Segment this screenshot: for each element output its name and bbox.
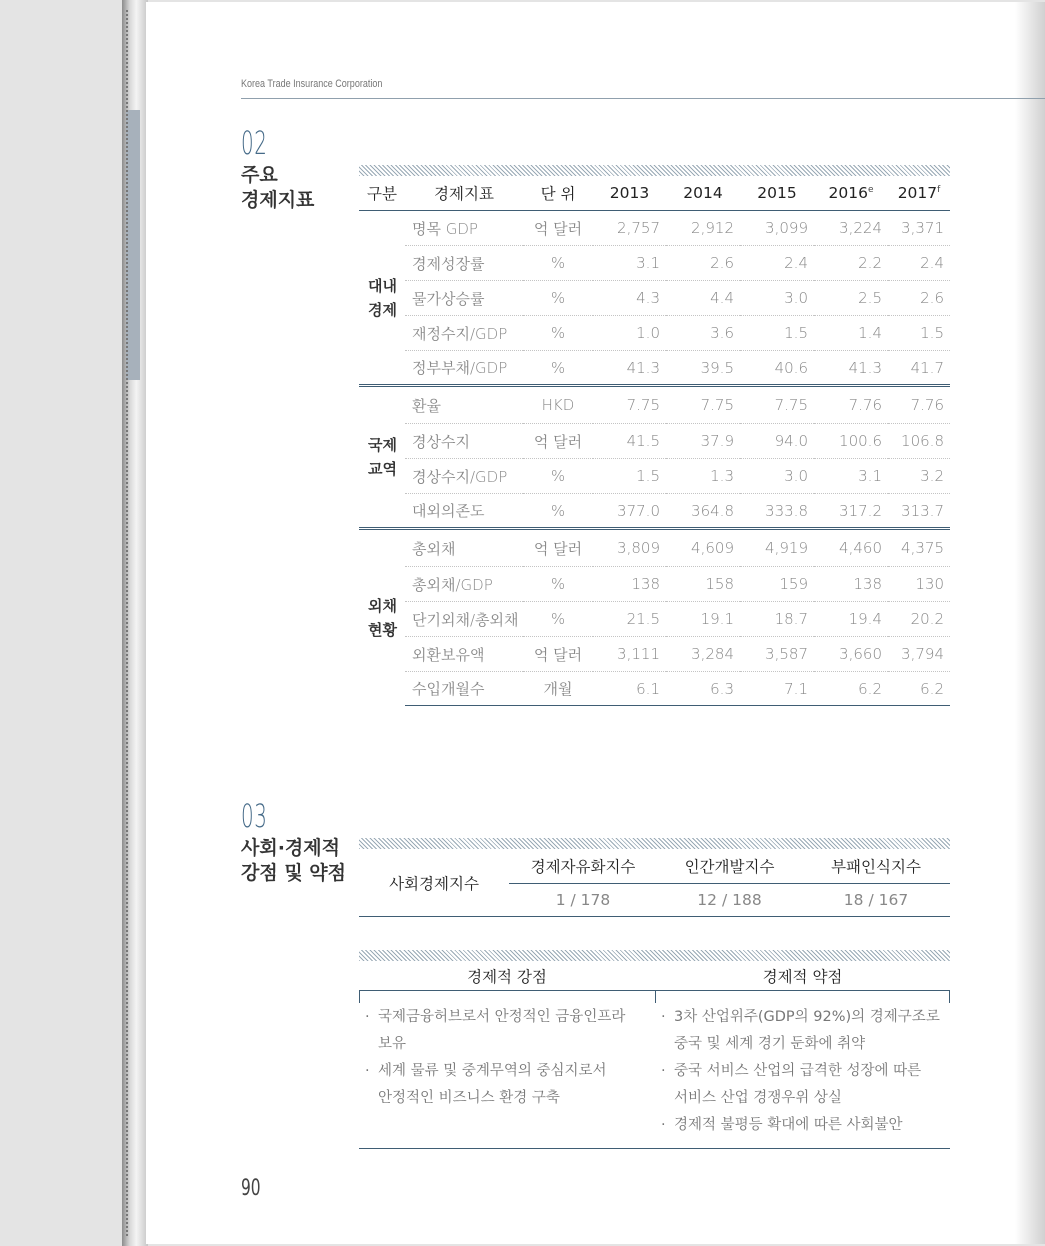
running-header: Korea Trade Insurance Corporation bbox=[241, 78, 383, 90]
indicator-value: 3,284 bbox=[666, 637, 740, 672]
table-row bbox=[359, 459, 950, 494]
sw-tick bbox=[655, 991, 656, 1003]
indicator-value: 1.0 bbox=[593, 316, 666, 351]
indicator-name: 재정수지/GDP bbox=[405, 316, 523, 351]
economic-indicators-table bbox=[359, 176, 950, 706]
indicator-value: 2.6 bbox=[888, 281, 950, 316]
estimate-mark: e bbox=[867, 184, 874, 195]
section-title bbox=[241, 836, 346, 886]
indicator-value: 6.1 bbox=[593, 672, 666, 706]
indicator-value: 100.6 bbox=[814, 424, 888, 459]
indicator-value: 3,587 bbox=[740, 637, 814, 672]
indicator-unit: % bbox=[523, 602, 593, 637]
table-row bbox=[359, 281, 950, 316]
indicator-unit: 개월 bbox=[523, 672, 593, 706]
col-header-corruption-perception: 부패인식지수 bbox=[802, 849, 950, 884]
list-item: · 3차 산업위주(GDP의 92%)의 경제구조로 중국 및 세계 경기 둔화에 취약 bbox=[658, 1004, 950, 1058]
indicator-name: 환율 bbox=[405, 386, 523, 424]
indicator-value: 94.0 bbox=[740, 424, 814, 459]
strengths-list bbox=[362, 1004, 652, 1112]
indicator-name: 경상수지 bbox=[405, 424, 523, 459]
table-hatch-bar bbox=[359, 950, 950, 961]
indicator-value: 40.6 bbox=[740, 351, 814, 386]
indicator-value: 2,757 bbox=[593, 211, 666, 246]
section-title-line: 경제지표 bbox=[241, 189, 315, 211]
economic-freedom-value: 1 / 178 bbox=[509, 884, 657, 917]
header-rule bbox=[241, 98, 1045, 99]
indicator-value: 1.4 bbox=[814, 316, 888, 351]
table-row bbox=[359, 351, 950, 386]
section-number: 03 bbox=[241, 797, 268, 835]
indicator-unit: % bbox=[523, 316, 593, 351]
indicator-value: 19.4 bbox=[814, 602, 888, 637]
indicator-value: 4.4 bbox=[666, 281, 740, 316]
col-header-year: 2014 bbox=[666, 176, 740, 211]
table-row bbox=[359, 211, 950, 246]
table-row bbox=[359, 386, 950, 424]
table-header-row bbox=[359, 176, 950, 211]
indicator-value: 6.2 bbox=[888, 672, 950, 706]
table-row bbox=[359, 637, 950, 672]
indicator-value: 377.0 bbox=[593, 494, 666, 529]
indicator-value: 3.0 bbox=[740, 459, 814, 494]
indicator-value: 39.5 bbox=[666, 351, 740, 386]
social-index-table bbox=[359, 849, 950, 917]
indicator-value: 4,919 bbox=[740, 529, 814, 567]
col-header-year: 2015 bbox=[740, 176, 814, 211]
indicator-value: 130 bbox=[888, 567, 950, 602]
col-header-year: 2013 bbox=[593, 176, 666, 211]
table-row bbox=[359, 672, 950, 706]
weaknesses-list bbox=[658, 1004, 950, 1139]
indicator-value: 1.5 bbox=[740, 316, 814, 351]
indicator-value: 1.3 bbox=[666, 459, 740, 494]
indicator-value: 41.5 bbox=[593, 424, 666, 459]
indicator-unit: HKD bbox=[523, 386, 593, 424]
indicator-name: 경상수지/GDP bbox=[405, 459, 523, 494]
list-item: · 국제금융허브로서 안정적인 금융인프라 보유 bbox=[362, 1004, 652, 1058]
table-row bbox=[359, 602, 950, 637]
sw-bottom-rule bbox=[359, 1148, 950, 1149]
weaknesses-title: 경제적 약점 bbox=[762, 968, 843, 986]
indicator-value: 18.7 bbox=[740, 602, 814, 637]
table-row bbox=[359, 246, 950, 281]
list-item: · 경제적 불평등 확대에 따른 사회불안 bbox=[658, 1112, 950, 1139]
indicator-value: 317.2 bbox=[814, 494, 888, 529]
col-header-indicator: 경제지표 bbox=[405, 176, 523, 211]
indicator-value: 21.5 bbox=[593, 602, 666, 637]
indicator-value: 364.8 bbox=[666, 494, 740, 529]
indicator-value: 3.0 bbox=[740, 281, 814, 316]
corruption-perception-value: 18 / 167 bbox=[802, 884, 950, 917]
indicator-value: 138 bbox=[593, 567, 666, 602]
indicator-unit: % bbox=[523, 246, 593, 281]
col-header-category: 구분 bbox=[359, 176, 405, 211]
indicator-value: 106.8 bbox=[888, 424, 950, 459]
indicator-value: 4.3 bbox=[593, 281, 666, 316]
indicator-value: 2.6 bbox=[666, 246, 740, 281]
page-number: 90 bbox=[241, 1176, 261, 1201]
indicator-value: 159 bbox=[740, 567, 814, 602]
indicator-value: 3,111 bbox=[593, 637, 666, 672]
indicator-unit: 억 달러 bbox=[523, 424, 593, 459]
section-title bbox=[241, 163, 314, 213]
sw-tick bbox=[949, 991, 950, 1003]
indicator-value: 333.8 bbox=[740, 494, 814, 529]
indicator-unit: 억 달러 bbox=[523, 637, 593, 672]
indicator-value: 4,609 bbox=[666, 529, 740, 567]
indicator-value: 6.3 bbox=[666, 672, 740, 706]
page-curl-shadow bbox=[1015, 2, 1045, 1244]
indicator-value: 2,912 bbox=[666, 211, 740, 246]
col-header-year: 2016e bbox=[814, 176, 888, 211]
indicator-value: 6.2 bbox=[814, 672, 888, 706]
indicator-unit: % bbox=[523, 567, 593, 602]
table-hatch-bar bbox=[359, 838, 950, 849]
indicator-value: 3.2 bbox=[888, 459, 950, 494]
indicator-unit: % bbox=[523, 351, 593, 386]
col-header-year: 2017$^f$ bbox=[888, 176, 950, 211]
table-row bbox=[359, 316, 950, 351]
indicator-value: 138 bbox=[814, 567, 888, 602]
indicator-value: 3.1 bbox=[814, 459, 888, 494]
indicator-value: 19.1 bbox=[666, 602, 740, 637]
table-row bbox=[359, 494, 950, 529]
indicator-value: 3,224 bbox=[814, 211, 888, 246]
table-row bbox=[359, 567, 950, 602]
indicator-value: 41.3 bbox=[593, 351, 666, 386]
indicator-name: 대외의존도 bbox=[405, 494, 523, 529]
binding-stitch bbox=[126, 10, 128, 1236]
indicator-value: 3,794 bbox=[888, 637, 950, 672]
row-header-social-index: 사회경제지수 bbox=[359, 849, 509, 917]
book-binding bbox=[122, 0, 148, 1246]
indicator-unit: 억 달러 bbox=[523, 211, 593, 246]
col-header-human-development: 인간개발지수 bbox=[657, 849, 802, 884]
indicator-value: 4,375 bbox=[888, 529, 950, 567]
indicator-value: 37.9 bbox=[666, 424, 740, 459]
row-group-label: 국제 교역 bbox=[359, 386, 405, 529]
section-title-line: 강점 및 약점 bbox=[241, 862, 346, 884]
indicator-name: 단기외채/총외채 bbox=[405, 602, 523, 637]
indicator-value: 2.5 bbox=[814, 281, 888, 316]
list-item: · 중국 서비스 산업의 급격한 성장에 따른 서비스 산업 경쟁우위 상실 bbox=[658, 1058, 950, 1112]
indicator-unit: % bbox=[523, 494, 593, 529]
indicator-value: 7.75 bbox=[666, 386, 740, 424]
indicator-value: 2.4 bbox=[888, 246, 950, 281]
human-development-value: 12 / 188 bbox=[657, 884, 802, 917]
strengths-title: 경제적 강점 bbox=[467, 968, 547, 986]
indicator-name: 총외채/GDP bbox=[405, 567, 523, 602]
indicator-value: 3.6 bbox=[666, 316, 740, 351]
indicator-value: 158 bbox=[666, 567, 740, 602]
col-header-economic-freedom: 경제자유화지수 bbox=[509, 849, 657, 884]
forecast-mark: f bbox=[937, 184, 941, 195]
indicator-unit: % bbox=[523, 281, 593, 316]
col-header-unit: 단 위 bbox=[523, 176, 593, 211]
indicator-value: 3,660 bbox=[814, 637, 888, 672]
indicator-value: 2.2 bbox=[814, 246, 888, 281]
table-hatch-bar bbox=[359, 165, 950, 176]
indicator-value: 7.75 bbox=[740, 386, 814, 424]
indicator-unit: % bbox=[523, 459, 593, 494]
indicator-name: 외환보유액 bbox=[405, 637, 523, 672]
list-item: · 세계 물류 및 중계무역의 중심지로서 안정적인 비즈니스 환경 구축 bbox=[362, 1058, 652, 1112]
sw-tick bbox=[359, 991, 360, 1003]
indicator-value: 4,460 bbox=[814, 529, 888, 567]
indicator-value: 3.1 bbox=[593, 246, 666, 281]
indicator-value: 41.7 bbox=[888, 351, 950, 386]
indicator-name: 명목 GDP bbox=[405, 211, 523, 246]
indicator-value: 3,809 bbox=[593, 529, 666, 567]
section-title-line: 사회·경제적 bbox=[241, 837, 340, 859]
indicator-name: 경제성장률 bbox=[405, 246, 523, 281]
row-group-label: 외채 현황 bbox=[359, 529, 405, 706]
table-row bbox=[359, 424, 950, 459]
indicator-value: 20.2 bbox=[888, 602, 950, 637]
indicator-value: 7.75 bbox=[593, 386, 666, 424]
indicator-name: 물가상승률 bbox=[405, 281, 523, 316]
indicator-value: 7.76 bbox=[888, 386, 950, 424]
indicator-name: 수입개월수 bbox=[405, 672, 523, 706]
indicator-value: 1.5 bbox=[593, 459, 666, 494]
indicator-value: 1.5 bbox=[888, 316, 950, 351]
row-group-label: 대내 경제 bbox=[368, 276, 397, 319]
indicator-value: 2.4 bbox=[740, 246, 814, 281]
indicator-value: 3,099 bbox=[740, 211, 814, 246]
section-title-line: 주요 bbox=[241, 164, 278, 186]
binding-tab bbox=[126, 110, 140, 380]
indicator-name: 총외채 bbox=[405, 529, 523, 567]
indicator-value: 41.3 bbox=[814, 351, 888, 386]
indicator-name: 정부부채/GDP bbox=[405, 351, 523, 386]
indicator-value: 313.7 bbox=[888, 494, 950, 529]
section-number: 02 bbox=[241, 124, 268, 162]
indicator-value: 3,371 bbox=[888, 211, 950, 246]
table-header-row bbox=[359, 849, 950, 884]
indicator-unit: 억 달러 bbox=[523, 529, 593, 567]
indicator-value: 7.76 bbox=[814, 386, 888, 424]
table-row bbox=[359, 529, 950, 567]
indicator-value: 7.1 bbox=[740, 672, 814, 706]
